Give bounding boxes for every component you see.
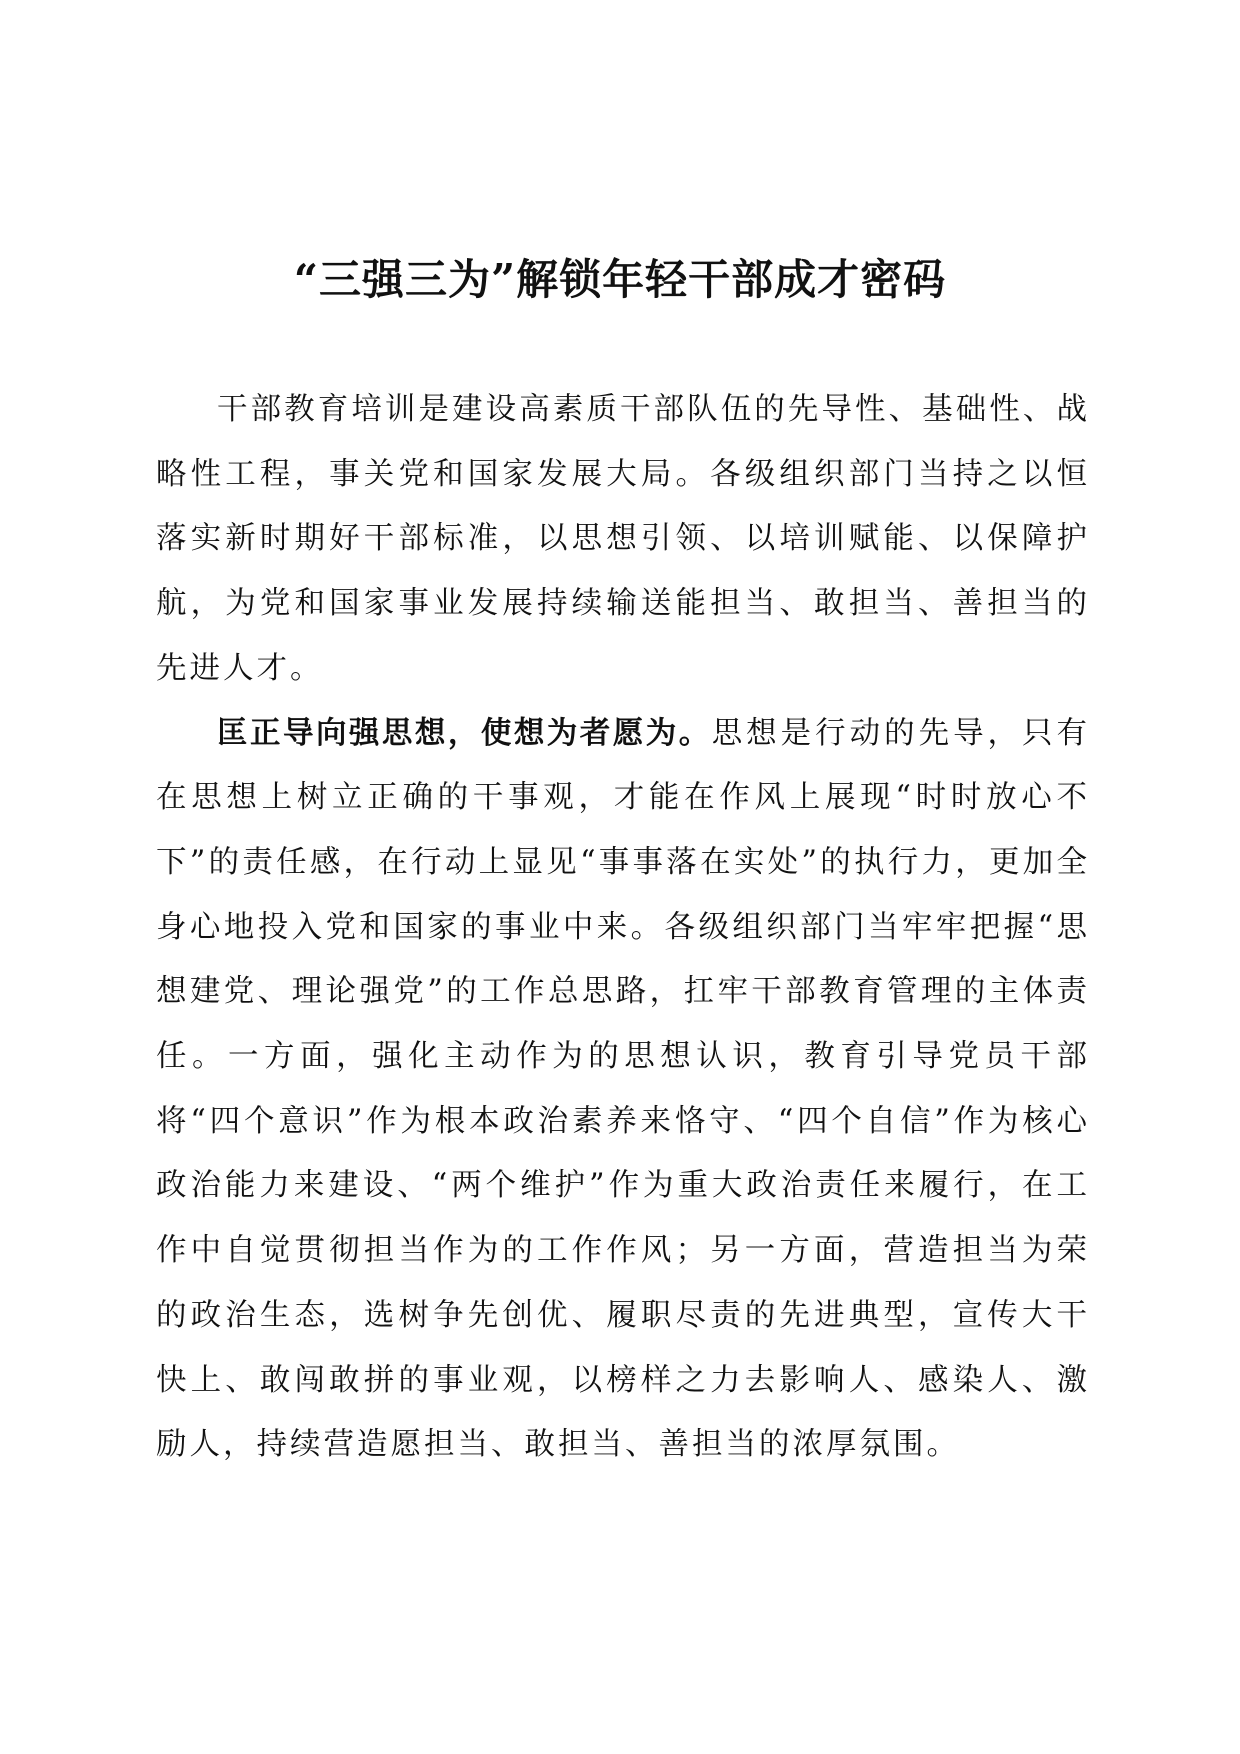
- paragraph-thought-lead: 匡正导向强思想，使想为者愿为。: [217, 715, 712, 751]
- document-body: [156, 378, 1090, 1478]
- paragraph-intro-text: 干部教育培训是建设高素质干部队伍的先导性、基础性、战略性工程，事关党和国家发展大局。各级组织部门当持之以恒落实新时期好干部标准，以思想引领、以培训赋能、以保障护航，为党和国家事业发展持续输送能担当、敢担当、善担当的先进人才。: [156, 392, 1090, 686]
- paragraph-thought-text: 思想是行动的先导，只有在思想上树立正确的干事观，才能在作风上展现“时时放心不下”的责任感，在行动上显见“事事落在实处”的执行力，更加全身心地投入党和国家的事业中来。各级组织部门当牢牢把握“思想建党、理论强党”的工作总思路，扛牢干部教育管理的主体责任。一方面，强化主动作为的思想认识，教育引导党员干部将“四个意识”作为根本政治素养来恪守、“四个自信”作为核心政治能力来建设、“两个维护”作为重大政治责任来履行，在工作中自觉贯彻担当作为的工作作风；另一方面，营造担当为荣的政治生态，选树争先创优、履职尽责的先进典型，宣传大干快上、敢闯敢拼的事业观，以榜样之力去影响人、感染人、激励人，持续营造愿担当、敢担当、善担当的浓厚氛围。: [156, 715, 1091, 1463]
- paragraph-intro: [156, 378, 1090, 702]
- paragraph-thought: [156, 702, 1090, 1478]
- document-title: “三强三为”解锁年轻干部成才密码: [293, 255, 947, 304]
